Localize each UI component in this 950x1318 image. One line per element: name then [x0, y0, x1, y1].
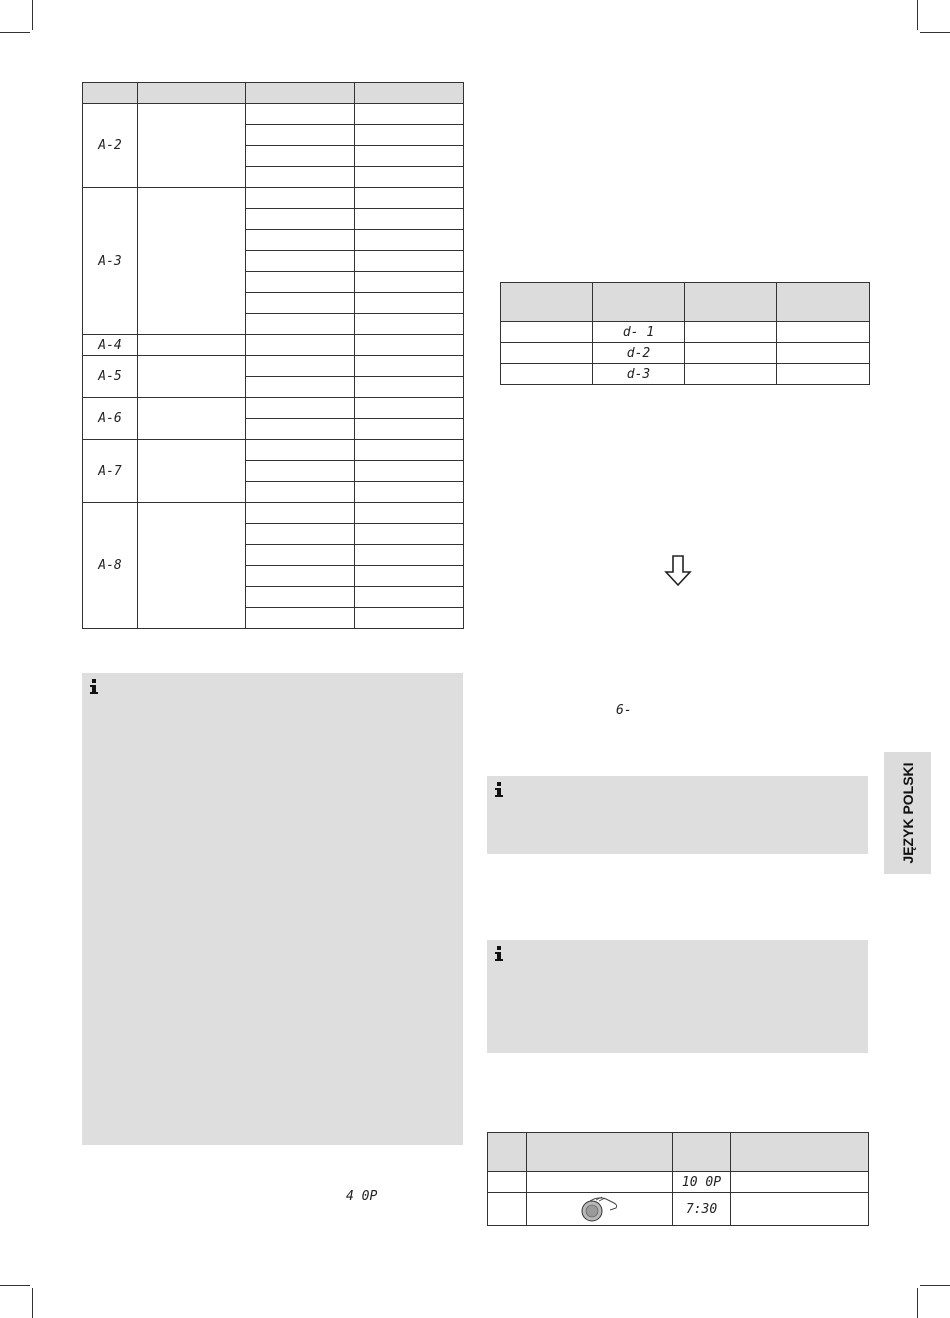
table-cell — [355, 608, 464, 629]
table-cell — [246, 503, 355, 524]
table-cell — [355, 503, 464, 524]
defrost-code: d-2 — [593, 343, 685, 364]
table-cell — [246, 545, 355, 566]
table-cell — [246, 461, 355, 482]
display-value: 10 0P — [673, 1172, 731, 1193]
table-row — [83, 503, 464, 524]
program-description — [138, 440, 246, 503]
defrost-code: d-3 — [593, 364, 685, 385]
knob-turn-icon — [576, 1195, 624, 1223]
info-icon — [493, 782, 505, 798]
crop-mark — [917, 0, 918, 30]
table-cell — [246, 440, 355, 461]
table-cell — [246, 314, 355, 335]
crop-mark — [0, 1285, 30, 1286]
table-cell — [246, 587, 355, 608]
table-cell — [355, 482, 464, 503]
table-cell — [355, 188, 464, 209]
table-cell — [355, 251, 464, 272]
program-code: A-8 — [83, 503, 138, 629]
table-cell — [246, 125, 355, 146]
crop-mark — [920, 1285, 950, 1286]
program-description — [138, 104, 246, 188]
program-code: A-2 — [83, 104, 138, 188]
table-cell — [355, 461, 464, 482]
program-description — [138, 356, 246, 398]
info-icon — [88, 679, 100, 695]
table-cell — [355, 440, 464, 461]
table-cell — [355, 293, 464, 314]
defrost-table — [500, 282, 870, 385]
table-cell — [246, 272, 355, 293]
crop-mark — [32, 0, 33, 30]
crop-mark — [920, 32, 950, 33]
crop-mark — [0, 32, 30, 33]
table-cell — [355, 419, 464, 440]
table-cell — [246, 608, 355, 629]
program-table — [82, 82, 464, 629]
table-cell — [355, 377, 464, 398]
table-cell — [246, 188, 355, 209]
program-description — [138, 188, 246, 335]
table-cell — [246, 377, 355, 398]
program-description — [138, 503, 246, 629]
table-cell — [246, 482, 355, 503]
table-row — [83, 104, 464, 125]
table-cell — [355, 146, 464, 167]
table-cell — [246, 167, 355, 188]
table-row — [83, 398, 464, 419]
table-cell — [355, 524, 464, 545]
table-cell — [246, 419, 355, 440]
table-header-row — [501, 283, 870, 322]
display-readout: 6- — [616, 703, 632, 718]
program-code: A-7 — [83, 440, 138, 503]
table-row — [83, 356, 464, 377]
table-cell — [355, 167, 464, 188]
table-cell — [246, 524, 355, 545]
program-code: A-6 — [83, 398, 138, 440]
display-value: 7:30 — [673, 1193, 731, 1226]
clock-table — [487, 1132, 869, 1226]
table-cell — [355, 587, 464, 608]
table-row — [83, 440, 464, 461]
info-note — [487, 776, 868, 854]
table-cell — [246, 146, 355, 167]
table-row — [488, 1172, 869, 1193]
table-cell — [246, 104, 355, 125]
display-readout: 4 0P — [346, 1189, 378, 1204]
table-cell — [355, 398, 464, 419]
table-row — [83, 335, 464, 356]
defrost-code: d- 1 — [593, 322, 685, 343]
program-code: A-5 — [83, 356, 138, 398]
table-cell — [246, 335, 355, 356]
program-code: A-4 — [83, 335, 138, 356]
table-cell — [355, 104, 464, 125]
table-cell — [246, 230, 355, 251]
arrow-down-icon — [664, 555, 692, 587]
info-icon — [493, 946, 505, 962]
crop-mark — [917, 1288, 918, 1318]
table-row — [83, 188, 464, 209]
table-row — [501, 322, 870, 343]
table-cell — [246, 293, 355, 314]
table-cell — [355, 125, 464, 146]
table-cell — [246, 566, 355, 587]
table-cell — [355, 230, 464, 251]
language-tab-label: JĘZYK POLSKI — [899, 762, 916, 864]
program-code: A-3 — [83, 188, 138, 335]
table-cell — [355, 209, 464, 230]
table-header-row — [83, 83, 464, 104]
info-note — [487, 940, 868, 1053]
table-row — [501, 364, 870, 385]
program-description — [138, 398, 246, 440]
table-cell — [355, 314, 464, 335]
table-cell — [246, 209, 355, 230]
table-cell — [355, 335, 464, 356]
table-cell — [246, 356, 355, 377]
crop-mark — [32, 1288, 33, 1318]
program-description — [138, 335, 246, 356]
table-cell — [355, 356, 464, 377]
table-row — [501, 343, 870, 364]
table-cell — [246, 398, 355, 419]
table-cell — [355, 545, 464, 566]
table-cell — [246, 251, 355, 272]
info-note — [82, 673, 463, 1145]
language-tab — [884, 752, 931, 874]
table-header-row — [488, 1133, 869, 1172]
table-cell — [355, 272, 464, 293]
table-row — [488, 1193, 869, 1226]
table-cell — [355, 566, 464, 587]
